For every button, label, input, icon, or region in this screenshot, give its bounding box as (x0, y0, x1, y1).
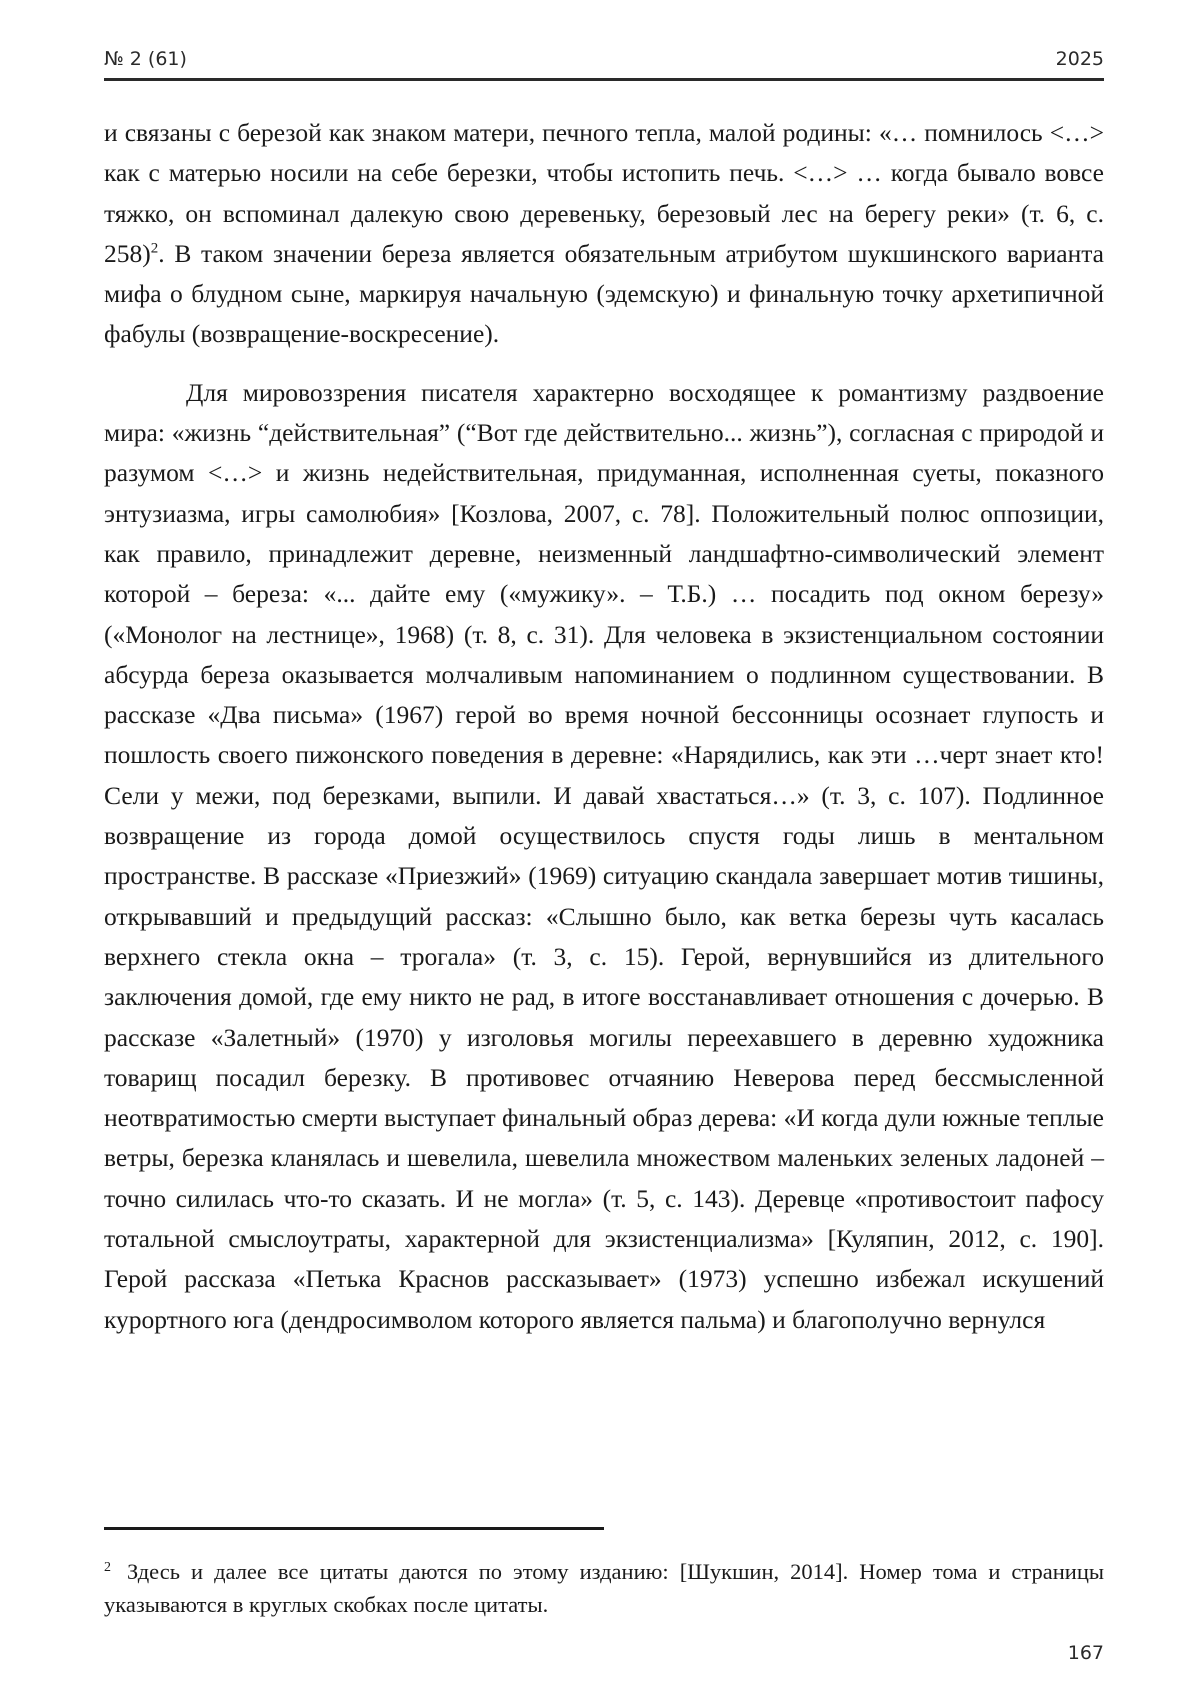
paragraph-1-text-start: и связаны с березой как знаком матери, печного тепла, малой родины: «… помнилось <…> как с матерью носили на себе березки, чтобы истопить печь. <…> … когда бывало вовсе тяжко, он вспоминал далекую свою деревеньку, березовый лес на берегу реки» (т. 6, с. 258) (104, 118, 1104, 268)
journal-year: 2025 (1055, 48, 1104, 70)
footnote-number: 2 (104, 1559, 111, 1575)
paragraph-1-text-end: . В таком значении береза является обязательным атрибутом шукшинского варианта мифа о блудном сыне, маркируя начальную (эдемскую) и финальную точку архетипичной фабулы (возвращение-воскресение). (104, 238, 1104, 349)
header-rule (104, 78, 1104, 81)
article-body (104, 113, 1104, 1340)
paragraph-2: Для мировоззрения писателя характерно восходящее к романтизму раздвоение мира: «жизнь “действительная” (“Вот где действительно... жизнь”), согласная с природой и разумом <…> и жизнь недействительная, придуманная, исполненная суеты, показного энтузиазма, игры самолюбия» [Козлова, 2007, с. 78]. Положительный полюс оппозиции, как правило, принадлежит деревне, неизменный ландшафтно-символический элемент которой – береза: «... дайте ему («мужику». – Т.Б.) … посадить под окном березу» («Монолог на лестнице», 1968) (т. 8, с. 31). Для человека в экзистенциальном состоянии абсурда береза оказывается молчаливым напоминанием о подлинном существовании. В рассказе «Два письма» (1967) герой во время ночной бессонницы осознает глупость и пошлость своего пижонского поведения в деревне: «Нарядились, как эти …черт знает кто! Сели у межи, под березками, выпили. И давай хвастаться…» (т. 3, с. 107). Подлинное возвращение из города домой осуществилось спустя годы лишь в ментальном пространстве. В рассказе «Приезжий» (1969) ситуацию скандала завершает мотив тишины, открывавший и предыдущий рассказ: «Слышно было, как ветка березы чуть касалась верхнего стекла окна – трогала» (т. 3, с. 15). Герой, вернувшийся из длительного заключения домой, где ему никто не рад, в итоге восстанавливает отношения с дочерью. В рассказе «Залетный» (1970) у изголовья могилы переехавшего в деревню художника товарищ посадил березку. В противовес отчаянию Неверова перед бессмысленной неотвратимостью смерти выступает финальный образ дерева: «И когда дули южные теплые ветры, березка кланялась и шевелила, шевелила множеством маленьких зеленых ладоней – точно силилась что-то сказать. И не могла» (т. 5, с. 143). Деревце «противостоит пафосу тотальной смыслоутраты, характерной для экзистенциализма» [Куляпин, 2012, с. 190]. Герой рассказа «Петька Краснов рассказывает» (1973) успешно избежал искушений курортного юга (дендросимволом которого является пальма) и благополучно вернулся (104, 377, 1104, 1334)
running-header (104, 48, 1104, 74)
footnote-reference: 2 (150, 240, 159, 257)
paragraph-1 (104, 113, 1104, 355)
footnote (104, 1555, 1104, 1621)
page-number: 167 (1067, 1642, 1104, 1664)
footnote-rule (104, 1527, 604, 1530)
journal-issue: № 2 (61) (104, 48, 187, 70)
footnote-text: Здесь и далее все цитаты даются по этому изданию: [Шукшин, 2014]. Номер тома и страницы указываются в круглых скобках после цитаты. (104, 1559, 1104, 1617)
